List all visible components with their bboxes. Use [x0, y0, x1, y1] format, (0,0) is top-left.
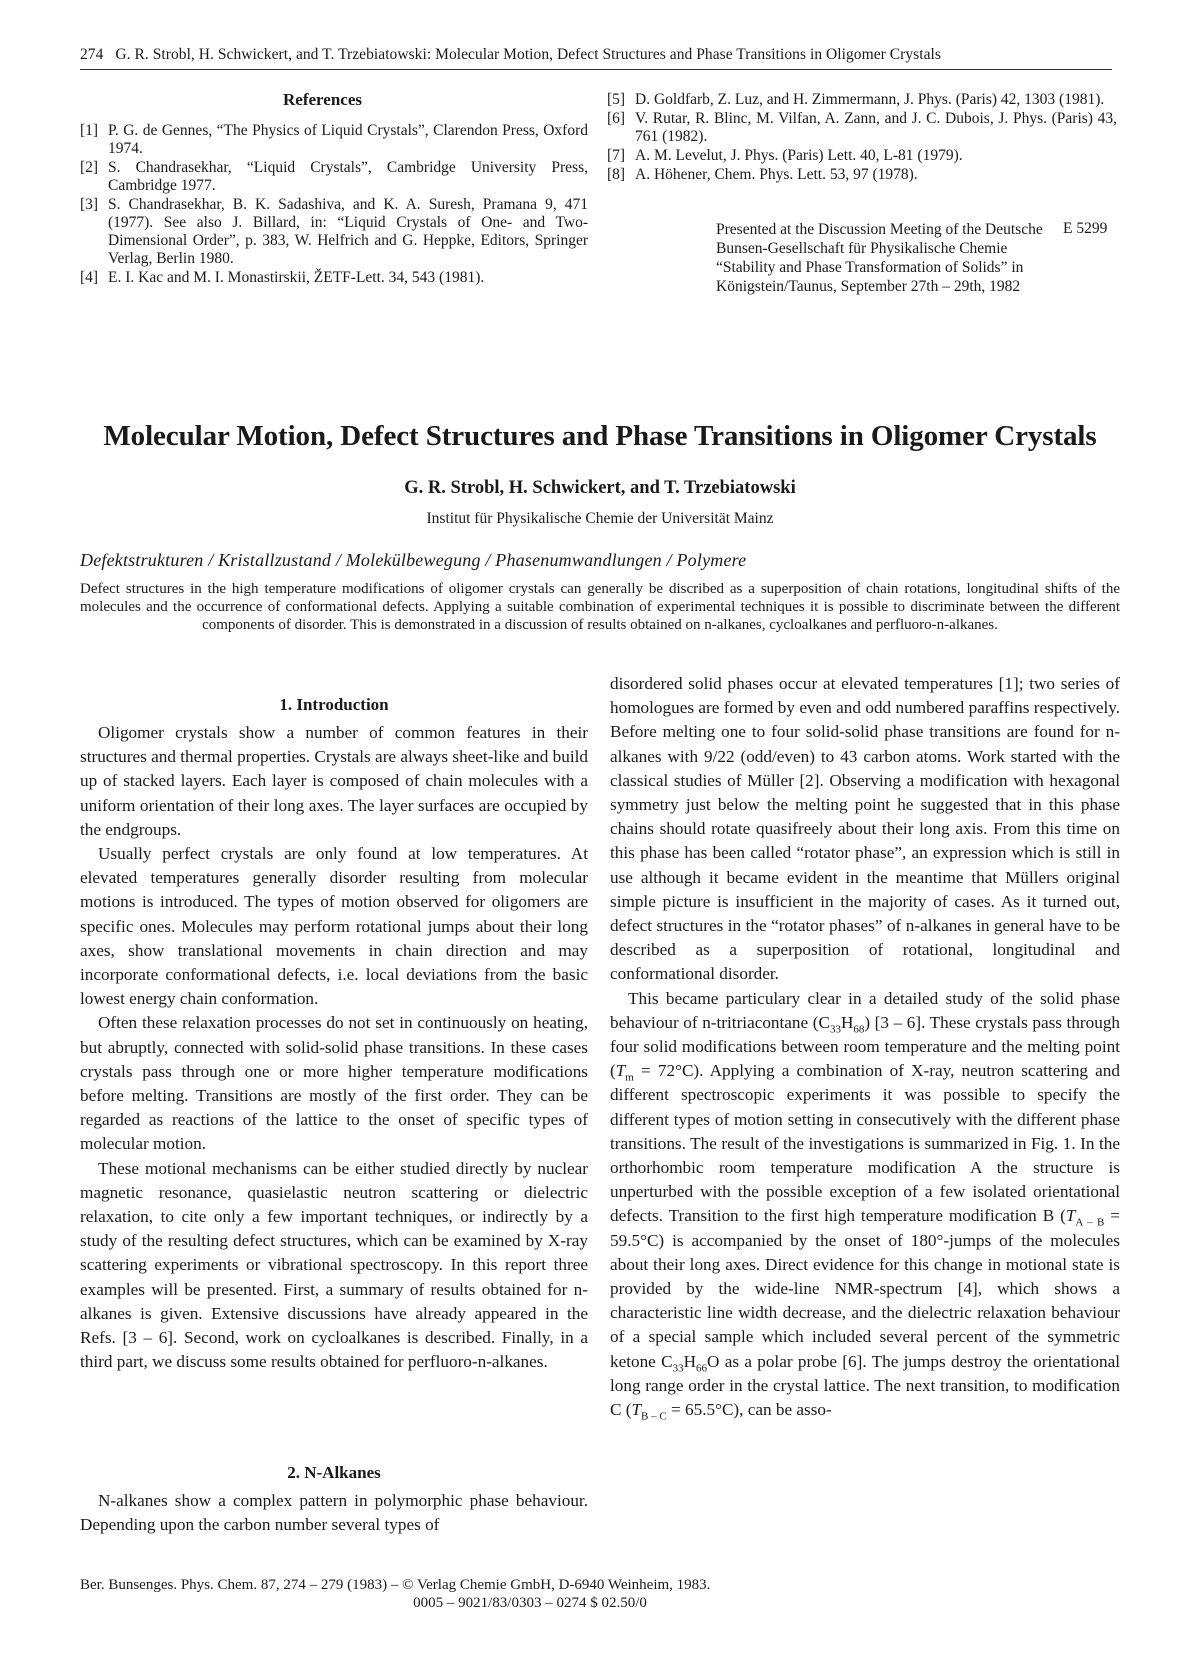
running-header-text: G. R. Strobl, H. Schwickert, and T. Trzebiatowski: Molecular Motion, Defect Structures and Phase Transitions in Oligomer Crystals: [115, 46, 941, 63]
section-heading-introduction: 1. Introduction: [279, 695, 389, 714]
reference-6: [6] V. Rutar, R. Blinc, M. Vilfan, A. Zann, and J. C. Dubois, J. Phys. (Paris) 43, 761 (1982).: [607, 110, 1117, 145]
intro-paragraph-1: Oligomer crystals show a number of common features in their structures and thermal properties. Crystals are always sheet-like and build up of stacked layers. Each layer is composed of chain molecules with a uniform orientation of their long axes. The layer surfaces are occupied by the endgroups.: [80, 723, 588, 839]
reference-4: [4] E. I. Kac and M. I. Monastirskii, ŽETF-Lett. 34, 543 (1981).: [80, 269, 485, 286]
right-paragraph-1: disordered solid phases occur at elevated temperatures [1]; two series of homologues are formed by even and odd numbered paraffins respectively. Before melting one to four solid-solid phase transitions are found for n-alkanes with 9/22 (odd/even) to 43 carbon atoms. Work started with the classical studies of Müller [2]. Observing a modification with hexagonal symmetry just below the melting point he suggested that in this phase chains should rotate quasifreely about their long axis. From this time on this phase has been called “rotator phase”, an expression which is still in use although it became evident in the meantime that Müllers original simple picture is insufficient in the majority of cases. As it turned out, defect structures in the “rotator phases” of n-alkanes in general have to be described as a superposition of rotational, longitudinal and conformational disorder.: [610, 674, 1120, 984]
alkanes-paragraph-1: N-alkanes show a complex pattern in polymorphic phase behaviour. Depending upon the carbon number several types of: [80, 1491, 588, 1535]
intro-paragraph-2: Usually perfect crystals are only found at low temperatures. At elevated temperatures generally disorder resulting from molecular motions is introduced. The types of motion observed for oligomers are specific ones. Molecules may perform rotational jumps about their long axes, show translational movements in chain direction and may incorporate conformational defects, i.e. local deviations from the basic lowest energy chain conformation.: [80, 844, 588, 1009]
presented-note: Presented at the Discussion Meeting of the Deutsche Bunsen-Gesellschaft für Physikalische Chemie “Stability and Phase Transformation of Solids” in Königstein/Taunus, September 27th – 29th, 1982: [716, 221, 1043, 295]
article-abstract: Defect structures in the high temperature modifications of oligomer crystals can generally be discribed as a superposition of chain rotations, longitudinal shifts of the molecules and the occurrence of conformational defects. Applying a suitable combination of experimental techniques it is possible to discriminate between the different components of disorder. This is demonstrated in a discussion of results obtained on n-alkanes, cycloalkanes and perfluoro-n-alkanes.: [80, 581, 1120, 633]
left-column-continued: [80, 1489, 588, 1537]
page-footer: [80, 1576, 1120, 1612]
intro-paragraph-4: These motional mechanisms can be either studied directly by nuclear magnetic resonance, quasielastic neutron scattering or dielectric relaxation, to cite only a few important techniques, or indirectly by a study of the resulting defect structures, which can be examined by X-ray scattering experiments or vibrational spectroscopy. In this report three examples will be presented. First, a summary of results obtained for n-alkanes is given. Extensive discussions have already appeared in the Refs. [3 – 6]. Second, work on cycloalkanes is described. Finally, in a third part, we discuss some results obtained for perfluoro-n-alkanes.: [80, 1158, 588, 1372]
intro-paragraph-3: Often these relaxation processes do not set in continuously on heating, but abruptly, connected with solid-solid phase transitions. In these cases crystals pass through one or more higher temperature modifications before melting. Transitions are mostly of the first order. They can be regarded as reactions of the lattice to the onset of specific types of molecular motion.: [80, 1013, 588, 1154]
article-authors: G. R. Strobl, H. Schwickert, and T. Trzebiatowski: [404, 478, 796, 498]
references-list-left: [80, 122, 588, 288]
right-paragraph-2: This became particulary clear in a detailed study of the solid phase behaviour of n-tritriacontane $(C_{33}H_{68})$ [3 – 6]. These crystals pass through four solid modifications between room temperature and the melting point $(T_m = 72^\circ C)$. Applying a combination of X-ray, neutron scattering and different spectroscopic experiments it was possible to specify the different types of motion setting in consecutively with the different phase transitions. The result of the investigations is summarized in Fig. 1. In the orthorhombic room temperature modification A the structure is unperturbed with the possible exception of a few isolated orientational defects. Transition to the first high temperature modification B $(T_{A - B} = 59.5^\circ C)$ is accompanied by the onset of 180°-jumps of the molecules about their long axes. Direct evidence for this change in motional state is provided by the wide-line NMR-spectrum [4], which shows a characteristic line width decrease, and the dielectric relaxation behaviour of a special sample which included several percent of the symmetric ketone $C_{33}H_{66}O$ as a polar probe [6]. The jumps destroy the orientational long range order in the crystal lattice. The next transition, to modification C $(T_{B - C} = 65.5^\circ C)$, can be asso-: [610, 988, 1121, 1423]
right-column: [610, 672, 1120, 1422]
references-heading: References: [283, 90, 362, 109]
reference-5: [5] D. Goldfarb, Z. Luz, and H. Zimmermann, J. Phys. (Paris) 42, 1303 (1981).: [607, 91, 1105, 108]
references-list-right: [607, 91, 1117, 185]
page-number: 274: [80, 46, 104, 63]
article-keywords: Defektstrukturen / Kristallzustand / Molekülbewegung / Phasenumwandlungen / Polymere: [80, 550, 747, 570]
article-title: Molecular Motion, Defect Structures and Phase Transitions in Oligomer Crystals: [103, 420, 1097, 452]
section-heading-n-alkanes: 2. N-Alkanes: [287, 1463, 381, 1482]
left-column: [80, 721, 588, 1374]
manuscript-code: E 5299: [1063, 220, 1108, 237]
reference-3: [3] S. Chandrasekhar, B. K. Sadashiva, and K. A. Suresh, Pramana 9, 471 (1977). See also J. Billard, in: “Liquid Crystals of One- and Two-Dimensional Order”, p. 383, W. Helfrich and G. Heppke, Editors, Springer Verlag, Berlin 1980.: [80, 196, 588, 267]
running-header: [80, 46, 1112, 70]
article-institution: Institut für Physikalische Chemie der Universität Mainz: [426, 510, 774, 527]
reference-2: [2] S. Chandrasekhar, “Liquid Crystals”, Cambridge University Press, Cambridge 1977.: [80, 159, 588, 194]
reference-8: [8] A. Höhener, Chem. Phys. Lett. 53, 97 (1978).: [607, 166, 918, 183]
reference-1: [1] P. G. de Gennes, “The Physics of Liquid Crystals”, Clarendon Press, Oxford 1974.: [80, 122, 588, 157]
reference-7: [7] A. M. Levelut, J. Phys. (Paris) Lett. 40, L-81 (1979).: [607, 147, 963, 164]
issn-line: 0005 – 9021/83/0303 – 0274 $ 02.50/0: [413, 1595, 647, 1611]
citation-line: Ber. Bunsenges. Phys. Chem. 87, 274 – 279 (1983) – © Verlag Chemie GmbH, D-6940 Weinheim, 1983.: [80, 1577, 711, 1593]
